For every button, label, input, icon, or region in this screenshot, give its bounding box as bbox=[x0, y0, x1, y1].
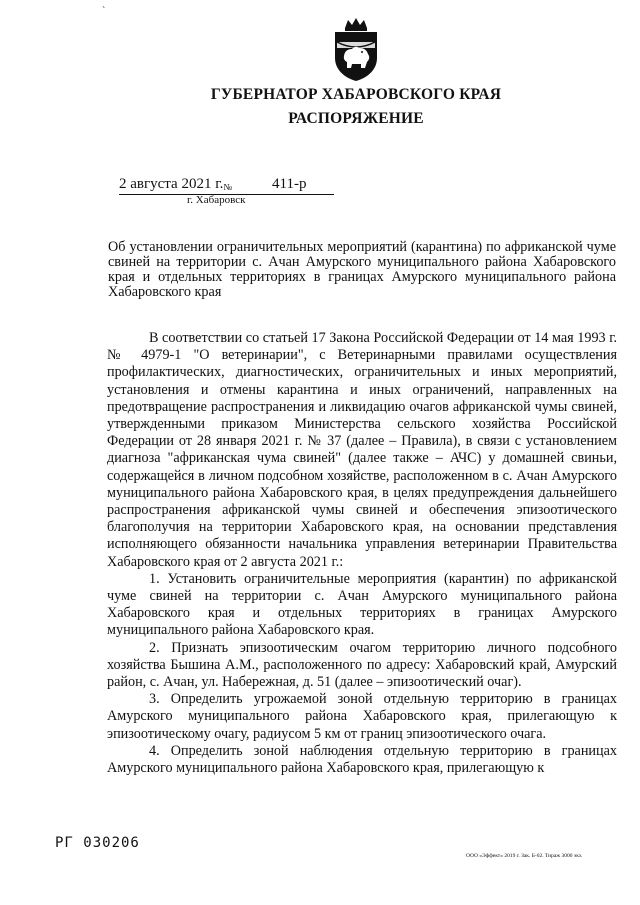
corner-mark: ` bbox=[102, 6, 106, 17]
date-text: 2 августа 2021 г. bbox=[119, 176, 224, 192]
form-serial-number: РГ 030206 bbox=[55, 835, 140, 851]
paragraph-item-4: 4. Определить зоной наблюдения отдельную территорию в границах Амурского муниципального района Хабаровского края, прилегающую к bbox=[107, 742, 617, 777]
khabarovsk-coat-of-arms-icon bbox=[331, 18, 381, 82]
document-subject: Об установлении ограничительных мероприятий (карантина) по африканской чуме свиней на территории с. Ачан Амурского муниципального района Хабаровского края и отдельных территориях в границах Амурского муниципального района Хабаровского края bbox=[108, 239, 616, 300]
document-number: 411-р bbox=[272, 176, 307, 192]
document-city: г. Хабаровск bbox=[187, 194, 246, 206]
paragraph-item-2: 2. Признать эпизоотическим очагом территорию личного подсобного хозяйства Бышина А.М., расположенного по адресу: Хабаровский край, Амурский район, с. Ачан, ул. Набережная, д. 51 (далее – эпизоотический очаг). bbox=[107, 639, 617, 691]
paragraph-item-1: 1. Установить ограничительные мероприятия (карантин) по африканской чуме свиней на территории с. Ачан Амурского муниципального района Хабаровского края и отдельных территориях в границах Амурского муниципального района Хабаровского края. bbox=[107, 570, 617, 639]
document-body bbox=[107, 330, 617, 777]
page-title: ГУБЕРНАТОР ХАБАРОВСКОГО КРАЯ bbox=[210, 86, 502, 103]
document-type: РАСПОРЯЖЕНИЕ bbox=[288, 110, 424, 127]
document-date bbox=[119, 176, 232, 193]
paragraph-preamble: В соответствии со статьей 17 Закона Российской Федерации от 14 мая 1993 г. № 4979-1 "О ветеринарии", с Ветеринарными правилами осуществления профилактических, диагностических, ограничительных и иных мероприятий, установления и отмены карантина и иных ограничений, направленных на предотвращение распространения и ликвидацию очагов африканской чумы свиней, утвержденными приказом Министерства сельского хозяйства Российской Федерации от 28 января 2021 г. № 37 (далее – Правила), в связи с установлением диагноза "африканская чума свиней" (далее также – АЧС) у домашней свиньи, содержащейся в личном подсобном хозяйстве, расположенном в с. Ачан Амурского муниципального района Хабаровского края, в целях предупреждения дальнейшего распространения африканской чумы свиней и обеспечения эпизоотического благополучия на территории Хабаровского края, на основании представления исполняющего обязанности начальника управления ветеринарии Правительства Хабаровского края от 2 августа 2021 г.: bbox=[107, 330, 617, 570]
paragraph-item-3: 3. Определить угрожаемой зоной отдельную территорию в границах Амурского муниципального района Хабаровского края, прилегающую к эпизоотическому очагу, радиусом 5 км от границ эпизоотического очага. bbox=[107, 691, 617, 742]
number-prefix: № bbox=[223, 182, 233, 192]
printer-imprint: ООО «Эффект» 2019 г. Зак. Б-02. Тираж 3000 экз. bbox=[466, 853, 583, 859]
